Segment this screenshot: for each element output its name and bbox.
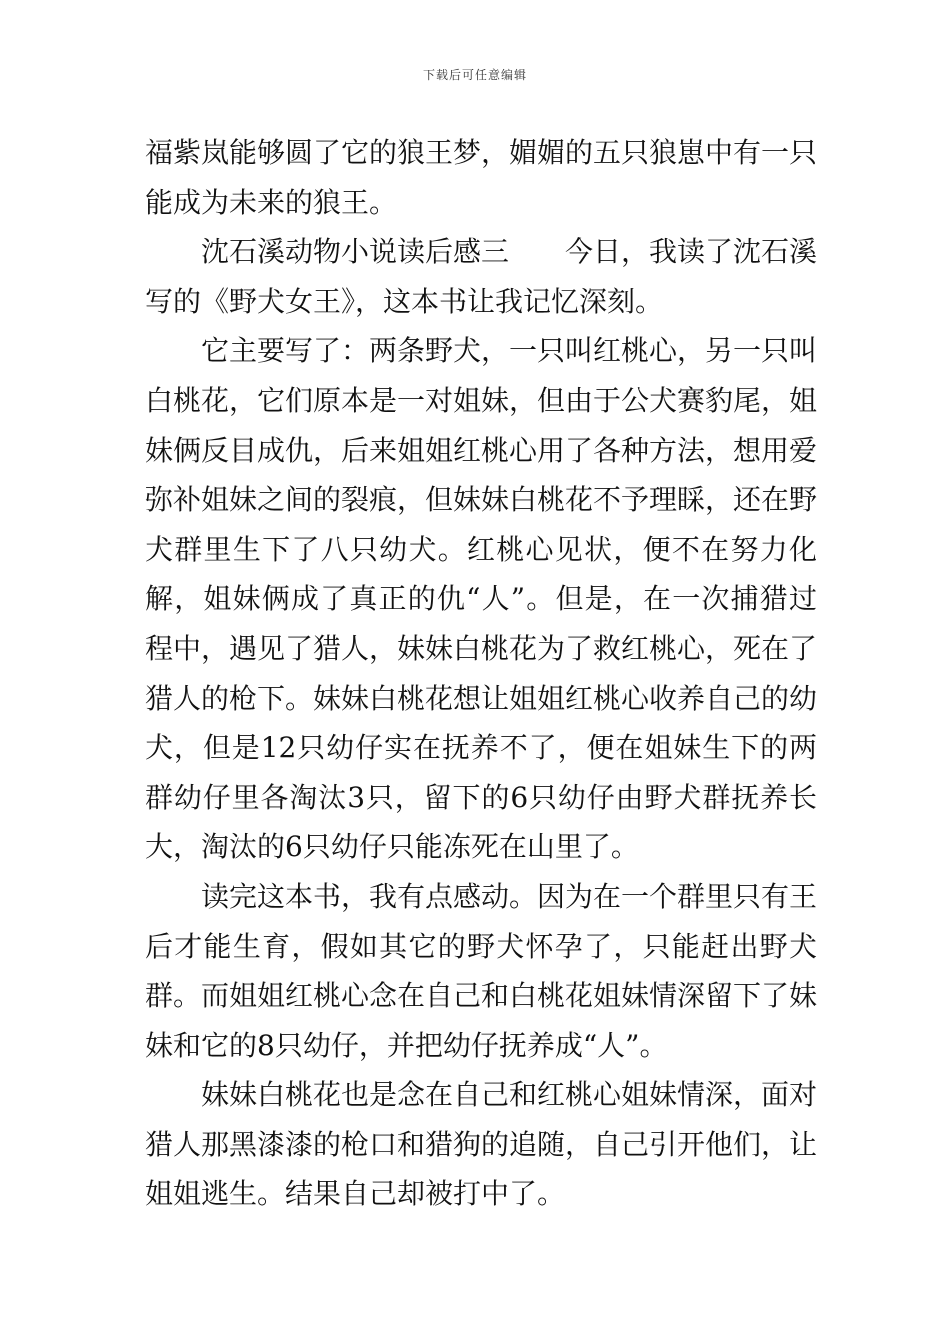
paragraph-1: 福紫岚能够圆了它的狼王梦，媚媚的五只狼崽中有一只能成为未来的狼王。 — [145, 136, 818, 219]
paragraph-3: 它主要写了：两条野犬，一只叫红桃心，另一只叫白桃花，它们原本是一对姐妹，但由于公犬赛豹尾，姐妹俩反目成仇，后来姐姐红桃心用了各种方法，想用爱弥补姐妹之间的裂痕，但妹妹白桃花不予理睬，还在野犬群里生下了八只幼犬。红桃心见状，便不在努力化解，姐妹俩成了真正的仇“人”。但是，在一次捕猎过程中，遇见了猎人，妹妹白桃花为了救红桃心，死在了猎人的枪下。妹妹白桃花想让姐姐红桃心收养自己的幼犬，但是12只幼仔实在抚养不了，便在姐妹生下的两群幼仔里各淘汰3只，留下的6只幼仔由野犬群抚养长大，淘汰的6只幼仔只能冻死在山里了。 — [145, 334, 818, 864]
paragraph-4: 读完这本书，我有点感动。因为在一个群里只有王后才能生育，假如其它的野犬怀孕了，只能赶出野犬群。而姐姐红桃心念在自己和白桃花姐妹情深留下了妹妹和它的8只幼仔，并把幼仔抚养成“人”。 — [145, 879, 818, 1062]
paragraph-2: 沈石溪动物小说读后感三 今日，我读了沈石溪写的《野犬女王》，这本书让我记忆深刻。 — [145, 235, 818, 318]
page-header: 下载后可任意编辑 — [422, 68, 527, 82]
paragraph-5: 妹妹白桃花也是念在自己和红桃心姐妹情深，面对猎人那黑漆漆的枪口和猎狗的追随，自己引开他们，让姐姐逃生。结果自己却被打中了。 — [145, 1078, 818, 1211]
document-body — [145, 128, 817, 1219]
